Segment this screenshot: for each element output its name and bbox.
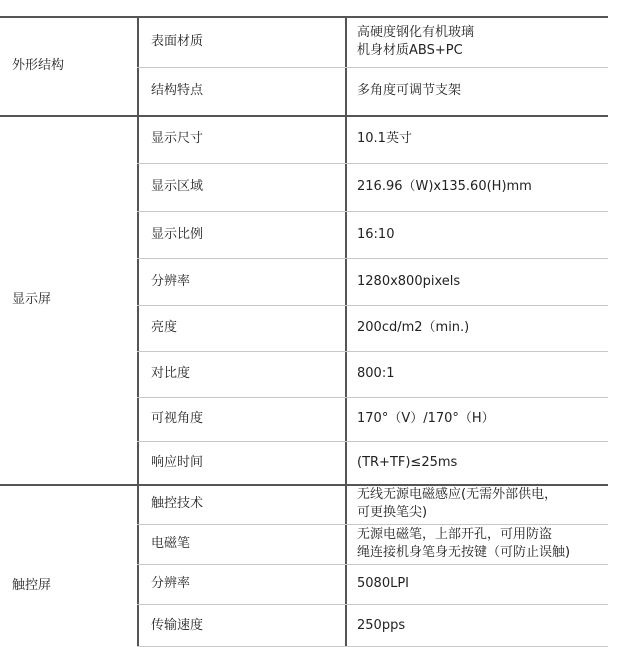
spec-value-line: 250pps [357, 617, 406, 633]
spec-value-line: 多角度可调节支架 [357, 83, 462, 98]
spec-value-line: 800:1 [357, 366, 395, 381]
spec-name: 显示尺寸 [151, 131, 204, 146]
spec-value-line: 可更换笔尖) [357, 505, 428, 520]
spec-value [357, 211, 607, 258]
column-rule-name [137, 16, 139, 647]
spec-value [357, 564, 607, 604]
spec-name: 触控技术 [151, 496, 204, 511]
spec-name: 分辨率 [151, 273, 191, 289]
spec-value-line: 高硬度钢化有机玻璃 [357, 25, 475, 40]
spec-name: 传输速度 [151, 617, 204, 633]
spec-value [357, 604, 607, 647]
spec-value [357, 17, 607, 67]
section-category: 显示屏 [12, 291, 52, 307]
spec-value-line: 216.96（W)x135.60(H)mm [357, 179, 532, 194]
spec-name: 显示区域 [151, 179, 204, 194]
spec-value [357, 524, 607, 564]
spec-name: 结构特点 [151, 83, 204, 98]
spec-value-line: 10.1英寸 [357, 131, 412, 146]
spec-name: 亮度 [151, 320, 178, 335]
spec-value-line: 170°（V）/170°（H） [357, 411, 495, 426]
spec-name: 响应时间 [151, 454, 204, 470]
section-category: 外形结构 [12, 58, 65, 73]
spec-name: 分辨率 [151, 576, 191, 591]
spec-value-line: (TR+TF)≤25ms [357, 454, 458, 470]
column-rule-value [345, 16, 347, 647]
spec-name: 显示比例 [151, 226, 204, 242]
spec-value [357, 397, 607, 441]
spec-value-line: 无源电磁笔，上部开孔，可用防盗 [357, 527, 553, 542]
spec-name: 电磁笔 [151, 536, 191, 551]
spec-value [357, 351, 607, 397]
spec-value [357, 115, 607, 163]
spec-value [357, 441, 607, 484]
spec-name: 表面材质 [151, 34, 204, 49]
spec-value [357, 67, 607, 115]
spec-value-line: 5080LPI [357, 576, 409, 591]
spec-value [357, 484, 607, 524]
spec-value [357, 163, 607, 211]
spec-value-line: 绳连接机身笔身无按键（可防止误触) [357, 545, 571, 560]
spec-value-line: 无线无源电磁感应(无需外部供电， [357, 487, 558, 502]
spec-value-line: 机身材质ABS+PC [357, 43, 463, 58]
spec-value-line: 200cd/m2（min.) [357, 320, 470, 335]
spec-name: 可视角度 [151, 411, 204, 426]
spec-value-line: 1280x800pixels [357, 273, 461, 289]
section-category: 触控屏 [12, 577, 52, 593]
spec-name: 对比度 [151, 366, 191, 381]
spec-value-line: 16:10 [357, 226, 395, 242]
spec-value [357, 305, 607, 351]
spec-value [357, 258, 607, 305]
